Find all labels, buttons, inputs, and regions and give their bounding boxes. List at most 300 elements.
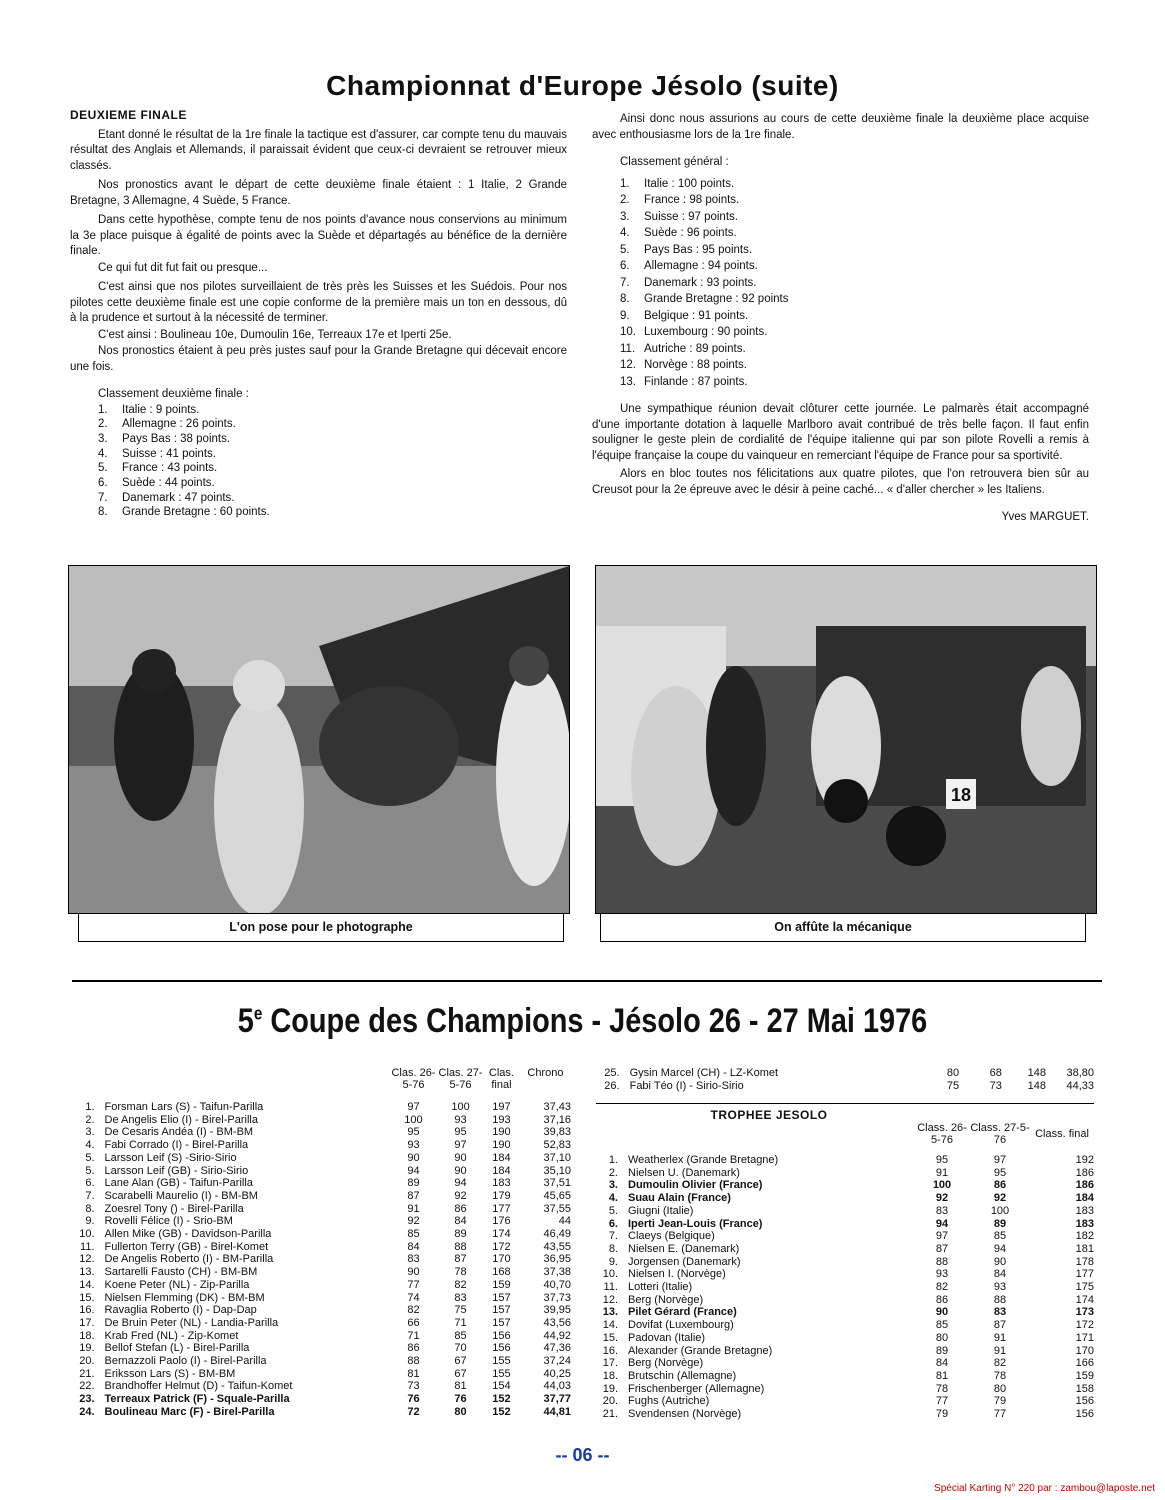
table-cell: 86 xyxy=(407,1342,420,1355)
table-cell: Gysin Marcel (CH) - LZ-Komet xyxy=(629,1067,779,1079)
table-row xyxy=(598,1268,1094,1281)
table-row xyxy=(76,1317,571,1330)
table-cell: 18. xyxy=(602,1369,618,1382)
ranking-item xyxy=(620,242,1089,259)
table-cell: 97 xyxy=(454,1139,467,1152)
table-cell: De Angelis Roberto (I) - BM-Parilla xyxy=(104,1253,274,1266)
table-cell: 86 xyxy=(935,1293,949,1306)
table-cell: Eriksson Lars (S) - BM-BM xyxy=(104,1367,236,1380)
table-cell: Alexander (Grande Bretagne) xyxy=(628,1344,773,1357)
table-cell: 37,73 xyxy=(543,1291,571,1304)
table-cell: 78 xyxy=(935,1382,949,1395)
table-cell: Fullerton Terry (GB) - Birel-Komet xyxy=(104,1240,269,1253)
table-cell: 36,95 xyxy=(543,1253,571,1266)
table-cell: 17. xyxy=(79,1316,95,1329)
table-row xyxy=(594,1067,1094,1080)
table-cell: 21. xyxy=(602,1408,618,1421)
photo-right xyxy=(595,565,1097,914)
general-ranking-list xyxy=(592,176,1089,391)
table-cell: 80 xyxy=(993,1382,1007,1395)
table-cell: 76 xyxy=(454,1393,467,1406)
table-cell: 92 xyxy=(407,1215,420,1228)
ranking-rank: 2. xyxy=(620,194,630,206)
table-row xyxy=(598,1230,1094,1243)
ranking-text: Grande Bretagne : 60 points. xyxy=(122,506,270,519)
table-row xyxy=(76,1126,571,1139)
table-row xyxy=(76,1355,571,1368)
photo-left-caption: L'on pose pour le photographe xyxy=(78,913,564,942)
left-paragraphs xyxy=(70,128,567,376)
ranking-item xyxy=(98,505,567,520)
table-cell: Suau Alain (France) xyxy=(628,1192,731,1205)
ranking-rank: 9. xyxy=(620,309,630,322)
results-header-chrono: Chrono xyxy=(527,1067,564,1079)
ranking-text: Belgique : 91 points. xyxy=(644,309,749,322)
table-cell: 84 xyxy=(454,1215,467,1228)
table-cell: 92 xyxy=(993,1192,1007,1205)
table-cell: 100 xyxy=(404,1113,423,1126)
table-cell: 12. xyxy=(602,1293,618,1306)
coupe-title xyxy=(87,1002,1077,1041)
ranking-text: Danemark : 93 points. xyxy=(644,276,757,289)
table-cell: 192 xyxy=(1075,1154,1094,1166)
table-cell: 181 xyxy=(1075,1242,1094,1255)
ranking-text: Suisse : 97 points. xyxy=(644,210,738,223)
table-cell: 9. xyxy=(608,1255,618,1268)
table-cell: Scarabelli Maurelio (I) - BM-BM xyxy=(104,1189,258,1202)
table-cell: 93 xyxy=(407,1139,420,1152)
table-cell: 155 xyxy=(492,1355,511,1368)
table-cell: 82 xyxy=(935,1281,949,1294)
table-row xyxy=(76,1266,571,1279)
table-cell: 174 xyxy=(492,1228,511,1241)
table-row xyxy=(76,1380,571,1393)
ranking-rank: 1. xyxy=(620,177,630,190)
table-cell: 93 xyxy=(454,1113,467,1126)
ranking-item xyxy=(98,432,567,447)
ranking-text: Luxembourg : 90 points. xyxy=(644,326,768,338)
table-cell: 184 xyxy=(492,1164,511,1177)
table-row xyxy=(598,1357,1094,1370)
table-row xyxy=(76,1114,571,1127)
table-cell: 5. xyxy=(85,1164,95,1177)
table-cell: 11. xyxy=(603,1281,618,1294)
table-cell: 83 xyxy=(454,1291,467,1304)
table-cell: 179 xyxy=(492,1189,511,1202)
table-row xyxy=(76,1152,571,1165)
ranking-item xyxy=(620,176,1089,193)
ranking-rank: 3. xyxy=(620,210,630,223)
table-row xyxy=(76,1406,571,1419)
table-cell: 6. xyxy=(608,1217,618,1230)
table-row xyxy=(598,1306,1094,1319)
ranking-text: Allemagne : 26 points. xyxy=(122,418,236,431)
left-column xyxy=(70,108,567,520)
right-column xyxy=(592,112,1089,526)
ranking-rank: 8. xyxy=(620,293,630,305)
table-cell: 91 xyxy=(407,1202,420,1215)
table-cell: 37,77 xyxy=(543,1393,571,1406)
table-divider xyxy=(596,1103,1094,1104)
table-cell: 166 xyxy=(1075,1357,1094,1370)
table-cell: 182 xyxy=(1075,1230,1094,1243)
paragraph: Dans cette hypothèse, compte tenu de nos points d'avance nous conservions au minimum la 3e place puisque à égalité de points avec la Suède et départagés au bénéfice de la dernière finale. xyxy=(70,214,567,257)
table-cell: 155 xyxy=(492,1367,511,1380)
table-cell: Forsman Lars (S) - Taifun-Parilla xyxy=(104,1101,264,1113)
table-cell: 80 xyxy=(935,1331,949,1344)
table-cell: Berg (Norvège) xyxy=(628,1293,704,1306)
table-row xyxy=(598,1383,1094,1396)
table-cell: 38,80 xyxy=(1066,1067,1094,1079)
table-cell: 16. xyxy=(79,1304,95,1317)
table-row xyxy=(598,1179,1094,1192)
ranking-rank: 6. xyxy=(98,477,108,490)
table-cell: 97 xyxy=(935,1230,949,1243)
table-cell: Allen Mike (GB) - Davidson-Parilla xyxy=(104,1228,272,1241)
table-cell: 82 xyxy=(407,1304,420,1317)
table-cell: Dumoulin Olivier (France) xyxy=(628,1179,763,1192)
table-cell: 73 xyxy=(989,1079,1002,1092)
table-cell: 97 xyxy=(993,1154,1007,1166)
paragraph: Une sympathique réunion devait clôturer cette journée. Le palmarès était accompagné d'une importante dotation à laquelle Marlboro avait contribué de très belle façon. Il faut enfin souligner le geste plein de cordialité de l'équipe italienne qui par son pilote Rovelli a remis à l'équipe française la coupe du vainqueur en remerciant l'équipe de France pour sa sportivité. xyxy=(592,403,1089,462)
table-cell: 177 xyxy=(1075,1268,1094,1281)
table-cell: Berg (Norvège) xyxy=(628,1357,704,1370)
ranking-rank: 3. xyxy=(98,432,108,445)
table-cell: 6. xyxy=(85,1177,95,1190)
table-row xyxy=(598,1281,1094,1294)
table-cell: 85 xyxy=(454,1329,467,1342)
table-row xyxy=(594,1080,1094,1093)
trophee-header-row xyxy=(598,1122,1094,1146)
table-cell: 78 xyxy=(993,1369,1007,1382)
table-cell: 13. xyxy=(79,1266,95,1279)
table-row xyxy=(76,1393,571,1406)
table-cell: 152 xyxy=(492,1405,511,1418)
table-cell: 75 xyxy=(454,1304,467,1317)
table-cell: 13. xyxy=(602,1306,618,1319)
results-header-day2: Clas. 27-5-76 xyxy=(438,1067,483,1091)
table-cell: 168 xyxy=(492,1266,511,1279)
table-cell: 90 xyxy=(935,1306,949,1319)
table-cell: 22. xyxy=(79,1380,95,1393)
table-cell: 77 xyxy=(407,1278,420,1291)
table-cell: 10. xyxy=(79,1228,95,1241)
ranking-item xyxy=(620,324,1089,341)
table-cell: 94 xyxy=(407,1164,420,1177)
table-cell: 45,65 xyxy=(543,1189,571,1202)
table-cell: Larsson Leif (S) -Sirio-Sirio xyxy=(104,1151,237,1164)
table-row xyxy=(598,1370,1094,1383)
table-cell: 172 xyxy=(492,1240,511,1253)
table-cell: 83 xyxy=(935,1204,949,1217)
table-cell: Bellof Stefan (L) - Birel-Parilla xyxy=(104,1342,250,1355)
table-cell: 52,83 xyxy=(543,1139,571,1152)
table-cell: 82 xyxy=(993,1357,1007,1370)
table-cell: Fabi Corrado (I) - Birel-Parilla xyxy=(104,1139,249,1152)
table-cell: 84 xyxy=(935,1357,949,1370)
table-cell: 1. xyxy=(608,1154,618,1166)
table-cell: 77 xyxy=(993,1408,1007,1421)
ranking-rank: 6. xyxy=(620,260,630,272)
ranking-item xyxy=(620,275,1089,292)
table-row xyxy=(598,1256,1094,1269)
ranking-item xyxy=(620,291,1089,308)
table-row xyxy=(598,1319,1094,1332)
ranking-rank: 11. xyxy=(620,342,636,355)
table-cell: 93 xyxy=(993,1281,1007,1294)
table-cell: 183 xyxy=(1075,1217,1094,1230)
ranking-text: Pays Bas : 95 points. xyxy=(644,243,753,256)
table-cell: 46,49 xyxy=(543,1228,571,1241)
table-cell: 67 xyxy=(454,1355,467,1368)
table-cell: 14. xyxy=(79,1278,95,1291)
table-cell: Zoesrel Tony () - Birel-Parilla xyxy=(104,1202,244,1215)
ranking-rank: 5. xyxy=(620,243,630,256)
table-row xyxy=(76,1342,571,1355)
intro-paragraph: Ainsi donc nous assurions au cours de cette deuxième finale la deuxième place acquise avec enthousiasme lors de la 1re finale. xyxy=(592,113,1089,141)
table-cell: 81 xyxy=(407,1367,420,1380)
table-cell: 20. xyxy=(602,1395,618,1408)
table-row xyxy=(76,1215,571,1228)
table-cell: 183 xyxy=(492,1177,511,1190)
table-cell: Fughs (Autriche) xyxy=(628,1395,710,1408)
table-cell: Claeys (Belgique) xyxy=(628,1230,715,1243)
table-cell: 184 xyxy=(1075,1192,1094,1205)
paragraph: Nos pronostics étaient à peu près justes sauf pour la Grande Bretagne qui décevait encore une fois. xyxy=(70,345,567,373)
paragraph: Nos pronostics avant le départ de cette deuxième finale étaient : 1 Italie, 2 Grande Bretagne, 3 Allemagne, 4 Suède, 5 France. xyxy=(70,179,567,207)
table-cell: 2. xyxy=(85,1113,95,1126)
table-cell: 88 xyxy=(993,1293,1007,1306)
table-cell: 15. xyxy=(602,1331,618,1344)
results-body xyxy=(76,1101,571,1419)
ranking-rank: 4. xyxy=(98,447,108,460)
table-cell: 158 xyxy=(1075,1382,1094,1395)
table-row xyxy=(598,1243,1094,1256)
table-cell: 157 xyxy=(492,1304,511,1317)
table-cell: 83 xyxy=(407,1253,420,1266)
ranking-text: Grande Bretagne : 92 points xyxy=(644,293,789,305)
table-cell: 157 xyxy=(492,1316,511,1329)
table-cell: 90 xyxy=(407,1151,420,1164)
table-cell: 1. xyxy=(85,1101,95,1113)
table-cell: Rovelli Félice (I) - Srio-BM xyxy=(104,1215,233,1228)
table-row xyxy=(598,1167,1094,1180)
ranking-text: Italie : 9 points. xyxy=(122,403,200,416)
table-cell: 95 xyxy=(993,1166,1007,1179)
table-cell: 17. xyxy=(602,1357,618,1370)
table-row xyxy=(598,1395,1094,1408)
table-cell: 79 xyxy=(993,1395,1007,1408)
ranking-text: Pays Bas : 38 points. xyxy=(122,432,231,445)
table-cell: 100 xyxy=(932,1179,952,1192)
table-cell: 8. xyxy=(608,1242,618,1255)
table-row xyxy=(76,1165,571,1178)
ranking-title: Classement deuxième finale : xyxy=(98,388,249,400)
ranking-text: Autriche : 89 points. xyxy=(644,342,746,355)
trophee-header-final: Class. final xyxy=(1035,1128,1089,1140)
table-cell: 177 xyxy=(492,1202,511,1215)
table-cell: 90 xyxy=(993,1255,1007,1268)
ranking-list xyxy=(70,403,567,521)
table-cell: Terreaux Patrick (F) - Squale-Parilla xyxy=(104,1393,290,1406)
table-cell: 7. xyxy=(85,1189,95,1202)
table-cell: Giugni (Italie) xyxy=(628,1204,694,1217)
ranking-rank: 7. xyxy=(620,276,630,289)
page-number: -- 06 -- xyxy=(555,1445,610,1465)
photo-right-caption: On affûte la mécanique xyxy=(600,913,1086,942)
table-cell: Weatherlex (Grande Bretagne) xyxy=(628,1154,779,1166)
ranking-text: Norvège : 88 points. xyxy=(644,359,747,371)
table-cell: 186 xyxy=(1075,1166,1094,1179)
table-cell: 85 xyxy=(993,1230,1007,1243)
table-cell: 24. xyxy=(79,1405,95,1418)
table-cell: 3. xyxy=(85,1126,95,1139)
table-cell: 86 xyxy=(454,1202,467,1215)
table-cell: Nielsen Flemming (DK) - BM-BM xyxy=(104,1291,265,1304)
ranking-text: France : 98 points. xyxy=(644,194,740,206)
table-cell: 37,51 xyxy=(543,1177,571,1190)
table-cell: 2. xyxy=(608,1166,618,1179)
table-cell: 148 xyxy=(1027,1079,1046,1092)
table-cell: 40,70 xyxy=(543,1278,571,1291)
table-cell: 47,36 xyxy=(543,1342,571,1355)
table-cell: 15. xyxy=(79,1291,95,1304)
table-cell: 44,03 xyxy=(543,1380,571,1393)
table-cell: 94 xyxy=(935,1217,949,1230)
table-cell: 43,55 xyxy=(543,1240,571,1253)
table-cell: Frischenberger (Allemagne) xyxy=(628,1382,765,1395)
table-cell: 79 xyxy=(935,1408,949,1421)
table-cell: 78 xyxy=(454,1266,467,1279)
table-cell: Iperti Jean-Louis (France) xyxy=(628,1217,763,1230)
table-cell: 14. xyxy=(602,1319,618,1332)
table-cell: 100 xyxy=(451,1101,470,1113)
table-cell: 157 xyxy=(492,1291,511,1304)
table-row xyxy=(598,1218,1094,1231)
table-cell: 39,95 xyxy=(543,1304,571,1317)
table-row xyxy=(598,1154,1094,1167)
ranking-item xyxy=(620,341,1089,358)
table-cell: 19. xyxy=(79,1342,95,1355)
table-cell: 5. xyxy=(85,1151,95,1164)
results-header-day1: Clas. 26-5-76 xyxy=(391,1067,436,1091)
table-cell: 25. xyxy=(604,1067,620,1079)
table-row xyxy=(76,1368,571,1381)
table-cell: 156 xyxy=(1075,1408,1094,1421)
table-cell: 176 xyxy=(492,1215,511,1228)
table-cell: Fabi Téo (I) - Sirio-Sirio xyxy=(629,1079,744,1092)
table-cell: Nielsen U. (Danemark) xyxy=(628,1166,740,1179)
table-cell: 193 xyxy=(492,1113,511,1126)
photo-left xyxy=(68,565,570,914)
table-cell: 97 xyxy=(407,1101,420,1113)
table-cell: 175 xyxy=(1075,1281,1094,1294)
table-cell: 94 xyxy=(993,1242,1007,1255)
table-cell: 16. xyxy=(602,1344,618,1357)
table-cell: 87 xyxy=(935,1242,949,1255)
table-cell: 170 xyxy=(492,1253,511,1266)
table-cell: 44,33 xyxy=(1066,1079,1094,1092)
table-cell: 68 xyxy=(989,1067,1002,1079)
table-cell: 21. xyxy=(79,1367,95,1380)
table-cell: 44 xyxy=(558,1215,571,1228)
table-cell: 197 xyxy=(492,1101,511,1113)
table-row xyxy=(76,1203,571,1216)
ranking-rank: 12. xyxy=(620,359,636,371)
table-cell: 80 xyxy=(454,1405,467,1418)
table-cell: 85 xyxy=(935,1319,949,1332)
table-cell: 71 xyxy=(407,1329,420,1342)
table-cell: 95 xyxy=(935,1154,949,1166)
table-cell: 156 xyxy=(492,1329,511,1342)
table-cell: 18. xyxy=(79,1329,95,1342)
table-cell: 95 xyxy=(454,1126,467,1139)
table-cell: Jorgensen (Danemark) xyxy=(628,1255,741,1268)
table-cell: 37,38 xyxy=(543,1266,571,1279)
ranking-rank: 13. xyxy=(620,375,636,388)
ranking-text: Suède : 44 points. xyxy=(122,477,215,490)
table-cell: 91 xyxy=(993,1331,1007,1344)
table-cell: Dovifat (Luxembourg) xyxy=(628,1319,734,1332)
ranking-rank: 8. xyxy=(98,506,108,519)
table-cell: Boulineau Marc (F) - Birel-Parilla xyxy=(104,1405,275,1418)
table-cell: De Cesaris Andéa (I) - BM-BM xyxy=(104,1126,254,1139)
table-cell: Brandhoffer Helmut (D) - Taifun-Komet xyxy=(104,1380,293,1393)
table-cell: 159 xyxy=(492,1278,511,1291)
ranking-text: Suisse : 41 points. xyxy=(122,447,216,460)
table-cell: 159 xyxy=(1075,1369,1094,1382)
table-cell: 72 xyxy=(407,1405,420,1418)
table-cell: 85 xyxy=(407,1228,420,1241)
table-row xyxy=(76,1190,571,1203)
ranking-item xyxy=(98,403,567,418)
ranking-item xyxy=(620,308,1089,325)
table-cell: 9. xyxy=(85,1215,95,1228)
table-cell: 178 xyxy=(1075,1255,1094,1268)
table-cell: 89 xyxy=(454,1228,467,1241)
table-cell: 183 xyxy=(1075,1204,1094,1217)
table-cell: 172 xyxy=(1075,1319,1094,1332)
kart-number: 18 xyxy=(950,785,972,805)
table-cell: 90 xyxy=(454,1151,467,1164)
table-cell: 74 xyxy=(407,1291,420,1304)
ranking-item xyxy=(98,447,567,462)
table-cell: 76 xyxy=(407,1393,420,1406)
coupe-title-sup: e xyxy=(253,1003,263,1024)
table-cell: 82 xyxy=(454,1278,467,1291)
table-row xyxy=(598,1332,1094,1345)
table-cell: 190 xyxy=(492,1126,511,1139)
results-header-final: Clas. final xyxy=(488,1067,514,1091)
paragraph: Alors en bloc toutes nos félicitations aux quatre pilotes, que l'on retrouvera bien sûr au Creusot pour la 2e épreuve avec le désir à peine caché... « d'aller chercher » les Italiens. xyxy=(592,468,1089,496)
table-row xyxy=(598,1408,1094,1421)
table-cell: Padovan (Italie) xyxy=(628,1331,706,1344)
results-continued-table xyxy=(594,1067,1094,1092)
table-cell: 81 xyxy=(454,1380,467,1393)
table-cell: 184 xyxy=(492,1151,511,1164)
table-cell: 23. xyxy=(79,1393,95,1406)
ranking-item xyxy=(98,417,567,432)
table-cell: 92 xyxy=(935,1192,949,1205)
section-heading: DEUXIEME FINALE xyxy=(70,108,187,122)
table-cell: Krab Fred (NL) - Zip-Komet xyxy=(104,1329,239,1342)
ranking-text: France : 43 points. xyxy=(122,462,218,475)
table-cell: Lane Alan (GB) - Taifun-Parilla xyxy=(104,1177,253,1190)
table-cell: 10. xyxy=(602,1268,618,1281)
table-cell: 89 xyxy=(993,1217,1007,1230)
paragraph: Ce qui fut dit fut fait ou presque... xyxy=(98,261,268,274)
table-cell: 91 xyxy=(993,1344,1007,1357)
